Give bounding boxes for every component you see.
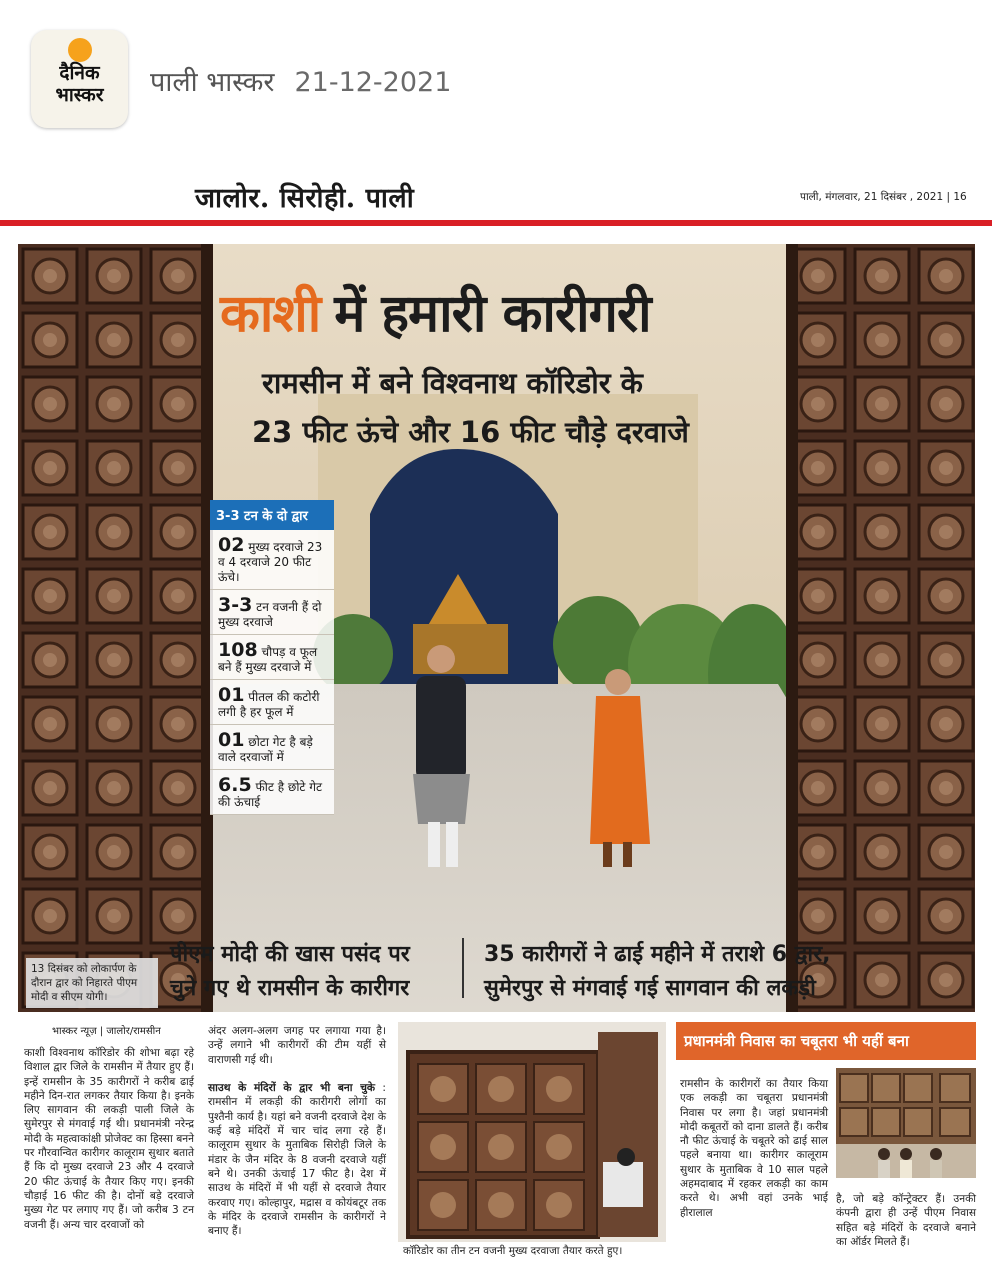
red-rule <box>0 220 992 226</box>
facts-title: 3-3 टन के दो द्वार <box>210 500 334 530</box>
article-column-1: काशी विश्वनाथ कॉरिडोर की शोभा बढ़ा रहे विशाल द्वार जिले के रामसीन में तैयार हुए हैं। इन्हें रामसीन के 35 कारीगरों ने करीब ढाई महीने दिन-रात लगकर तैयार किया है। इनके लिए सागवान की लकड़ी पाली जिले के सुमेरपुर से मंगवाई गई थी। प्रधानमंत्री नरेन्द्र मोदी के महत्वाकांक्षी प्रोजेक्ट का हिस्सा बनने पर गौरवान्वित कारीगर कालूराम सुथार बताते हैं कि दो मुख्य दरवाजे 23 और 4 दरवाजे 20 फीट ऊंचाई के तैयार किए गए। इनकी चौड़ाई 16 फीट की है। दोनों बड़े दरवाजे मुख्य गेट पर लगाए गए हैं। जो करीब 3 टन वजनी हैं। अन्य चार दरवाजों को <box>24 1047 194 1231</box>
article-column-2 <box>208 1024 386 1238</box>
sidebar-box-title: प्रधानमंत्री निवास का चबूतरा भी यहीं बना <box>676 1022 976 1060</box>
caption-left-line2: चुने गए थे रामसीन के कारीगर <box>170 976 410 1001</box>
door-making-art <box>398 1022 666 1242</box>
facts-box <box>210 500 334 815</box>
app-logo <box>31 30 128 128</box>
sun-icon <box>68 38 92 62</box>
platform-photo <box>836 1068 976 1178</box>
caption-right-line2: सुमेरपुर से मंगवाई गई सागवान की लकड़ी <box>484 976 816 1001</box>
headline-part-orange: काशी <box>220 283 321 344</box>
caption-left <box>170 938 410 1006</box>
fact-item <box>210 530 334 590</box>
platform-art <box>836 1068 976 1178</box>
fact-text: टन वजनी हैं दो मुख्य दरवाजे <box>218 600 322 629</box>
main-photo-art <box>18 244 975 1012</box>
fact-item <box>210 590 334 635</box>
caption-right-line1: 35 कारीगरों ने ढाई महीने में तराशे 6 द्वार, <box>484 942 831 967</box>
section-title: जालोर. सिरोही. पाली <box>195 183 415 214</box>
fact-number: 6.5 <box>218 774 252 796</box>
logo-line1: दैनिक <box>59 62 100 84</box>
fact-number: 108 <box>218 639 258 661</box>
logo-line2: भास्कर <box>55 84 104 106</box>
headline-part-dark: में हमारी कारीगरी <box>334 283 651 344</box>
photo-caption: 13 दिसंबर को लोकार्पण के दौरान द्वार को निहारते पीएम मोदी व सीएम योगी। <box>26 958 158 1008</box>
fact-text: छोटा गेट है बड़े वाले दरवाजों में <box>218 735 313 764</box>
headline <box>220 276 651 347</box>
fact-item <box>210 725 334 770</box>
subheadline-line1: रामसीन में बने विश्वनाथ कॉरिडोर के <box>262 366 643 400</box>
page-dateline: पाली, मंगलवार, 21 दिसंबर , 2021 | 16 <box>800 191 967 203</box>
fact-item <box>210 770 334 815</box>
fact-number: 01 <box>218 684 245 706</box>
column-2-text-b: : रामसीन में लकड़ी की कारीगरी लोगों का पुश्तैनी कार्य है। यहां बने वजनी दरवाजे देश के कई बड़े मंदिरों में चार चांद लगा रहे हैं। कालूराम सुथार के मुताबिक सिरोही जिले के मंडार के जैन मंदिर के 8 वजनी दरवाजे यहीं बने थे। उनकी ऊंचाई 17 फीट है। देश में साउथ के मंदिरों में भी यहीं से दरवाजे तैयार करवाए गए। कोल्हापुर, मद्रास व कोयंबटूर तक के मंदिर के दरवाजे रामसीन के कारीगरों ने बनाए हैं। <box>208 1082 386 1238</box>
fact-item <box>210 680 334 725</box>
column-2-subhead: साउथ के मंदिरों के द्वार भी बना चुके <box>208 1082 376 1095</box>
door-photo-caption: कॉरिडोर का तीन टन वजनी मुख्य दरवाजा तैयार करते हुए। <box>403 1245 623 1257</box>
byline: भास्कर न्यूज़ | जालोर/रामसीन <box>52 1026 161 1037</box>
edition-name: पाली भास्कर <box>150 67 275 98</box>
sidebar-column-2: है, जो बड़े कॉन्ट्रेक्टर हैं। उनकी कंपनी द्वारा ही उन्हें पीएम निवास सहित बड़े मंदिरों के दरवाजे बनाने का ऑर्डर मिलते हैं। <box>836 1193 976 1248</box>
fact-number: 02 <box>218 534 245 556</box>
fact-number: 3-3 <box>218 594 253 616</box>
fact-text: चौपड़ व फूल बने हैं मुख्य दरवाजे में <box>218 645 318 674</box>
sidebar-column-1: रामसीन के कारीगरों का तैयार किया एक लकड़ी का चबूतरा प्रधानमंत्री निवास पर लगा है। जहां प्रधानमंत्री मोदी कबूतरों को दाना डालते हैं। करीब नौ फीट ऊंचाई के चबूतरे को ढाई साल पहले बनाया था। कारीगर कालूराम सुथार के मुताबिक वे 10 साल पहले अहमदाबाद में रहकर लकड़ी का काम करते थे। अभी वहां उनके भाई हीरालाल <box>680 1078 828 1219</box>
main-photo <box>18 244 975 1012</box>
fact-item <box>210 635 334 680</box>
subheadline-line2: 23 फीट ऊंचे और 16 फीट चौड़े दरवाजे <box>252 415 689 449</box>
fact-text: मुख्य दरवाजे 23 व 4 दरवाजे 20 फीट ऊंचे। <box>218 540 323 584</box>
column-2-text-a: अंदर अलग-अलग जगह पर लगाया गया है। उन्हें लगाने भी कारीगरों की टीम यहीं से वाराणसी गई थी। <box>208 1025 386 1066</box>
fact-text: फीट है छोटे गेट की ऊंचाई <box>218 780 323 809</box>
caption-divider <box>462 938 464 998</box>
caption-left-line1: पीएम मोदी की खास पसंद पर <box>170 942 410 967</box>
edition-date: 21-12-2021 <box>294 67 452 98</box>
edition-header <box>150 62 451 99</box>
caption-right <box>484 938 830 1006</box>
fact-text: पीतल की कटोरी लगी है हर फूल में <box>218 690 320 719</box>
fact-number: 01 <box>218 729 245 751</box>
door-making-photo <box>398 1022 666 1242</box>
